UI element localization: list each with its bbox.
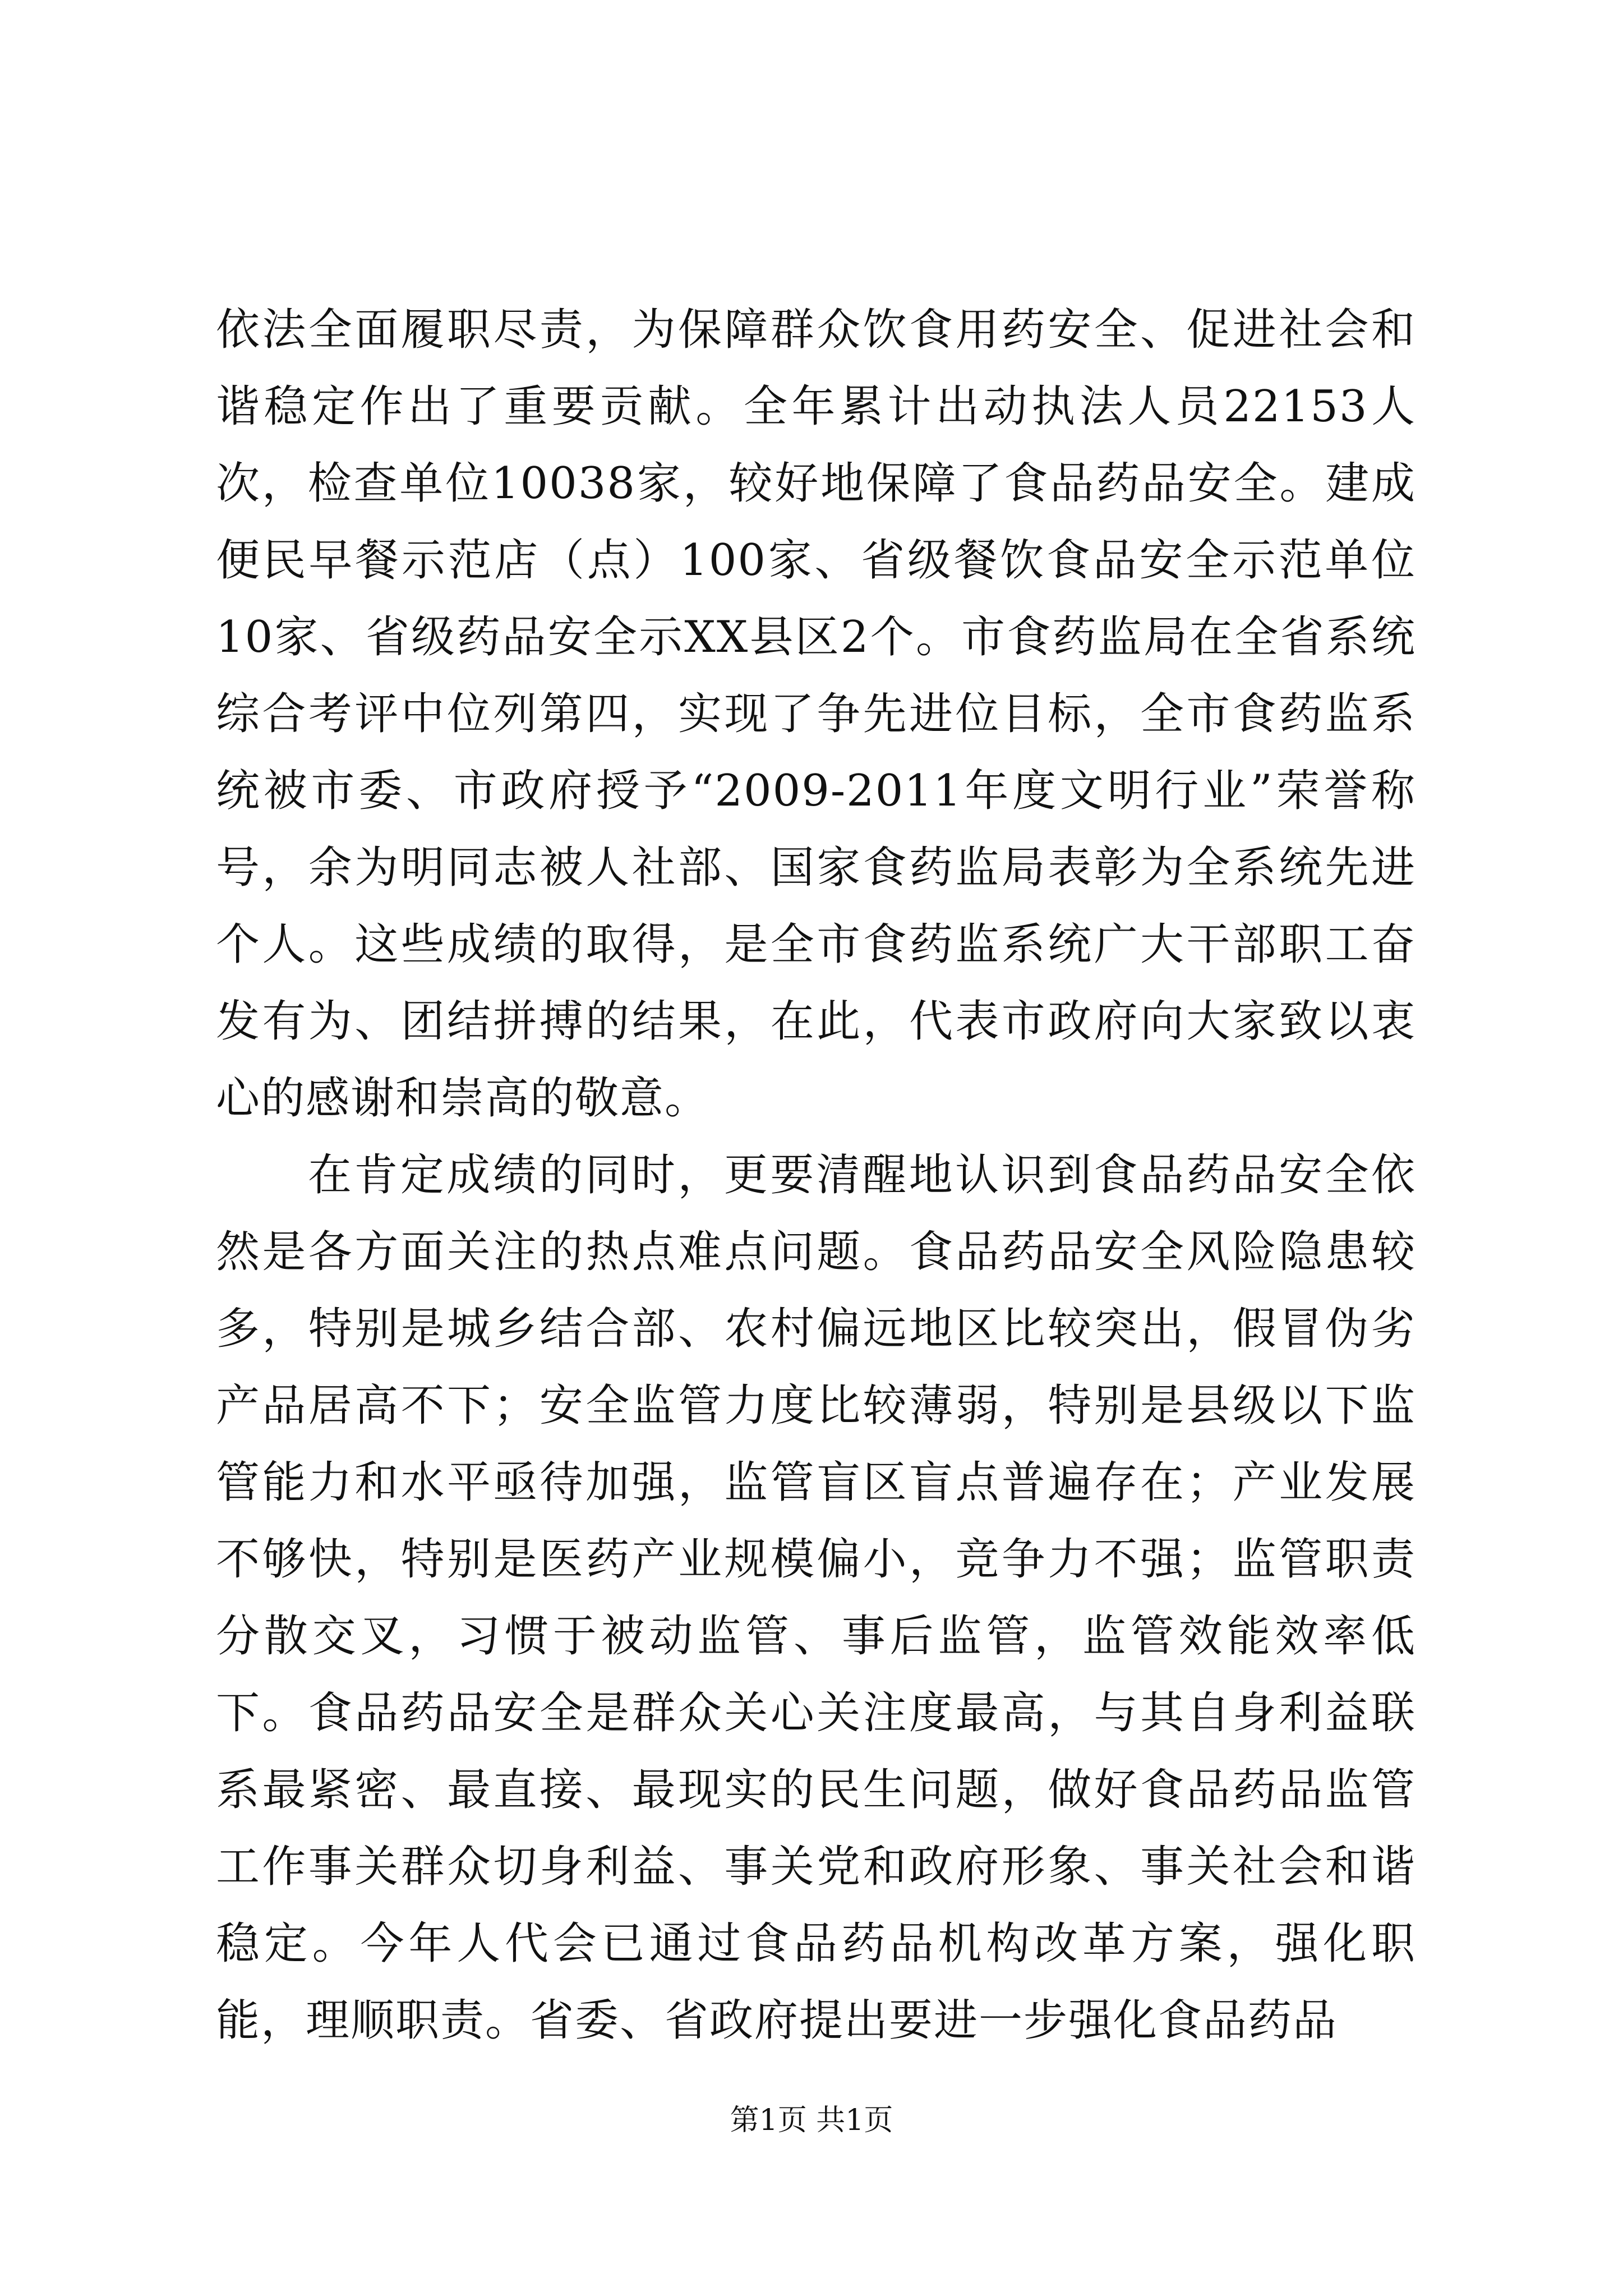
paragraph-2: 在肯定成绩的同时，更要清醒地认识到食品药品安全依然是各方面关注的热点难点问题。食品药品安全风险隐患较多，特别是城乡结合部、农村偏远地区比较突出，假冒伪劣产品居高不下；安全监管力度比较薄弱，特别是县级以下监管能力和水平亟待加强，监管盲区盲点普遍存在；产业发展不够快，特别是医药产业规模偏小，竞争力不强；监管职责分散交叉，习惯于被动监管、事后监管，监管效能效率低下。食品药品安全是群众关心关注度最高，与其自身利益联系最紧密、最直接、最现实的民生问题，做好食品药品监管工作事关群众切身利益、事关党和政府形象、事关社会和谐稳定。今年人代会已通过食品药品机构改革方案，强化职能，理顺职责。省委、省政府提出要进一步强化食品药品 [216,1150,1416,2046]
paragraph-1: 依法全面履职尽责，为保障群众饮食用药安全、促进社会和谐稳定作出了重要贡献。全年累计出动执法人员22153人次，检查单位10038家，较好地保障了食品药品安全。建成便民早餐示范店（点）100家、省级餐饮食品安全示范单位10家、省级药品安全示XX县区2个。市食药监局在全省系统综合考评中位列第四，实现了争先进位目标，全市食药监系统被市委、市政府授予“2009-2011年度文明行业”荣誉称号，余为明同志被人社部、国家食药监局表彰为全系统先进个人。这些成绩的取得，是全市食药监系统广大干部职工奋发有为、团结拼搏的结果，在此，代表市政府向大家致以衷心的感谢和崇高的敬意。 [216,305,1416,1124]
document-body [216,292,1416,2059]
page-footer: 第1页 共1页 [730,2104,893,2137]
